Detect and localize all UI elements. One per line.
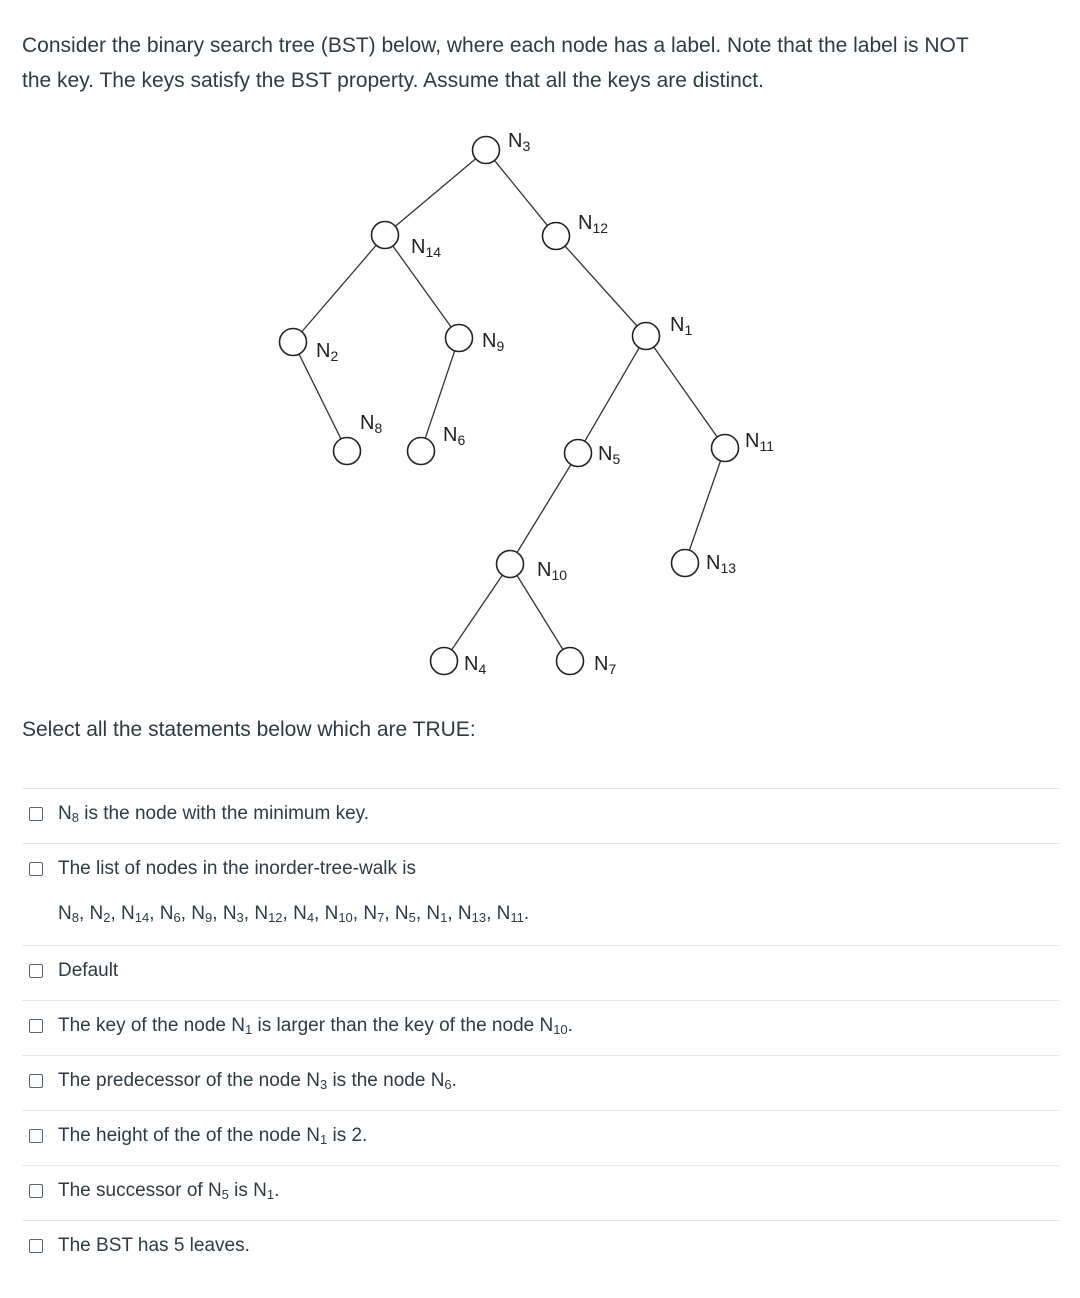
- answer-checkbox[interactable]: [29, 964, 43, 978]
- intro-line-1: Consider the binary search tree (BST) below, where each node has a label. Note that the label is NOT: [22, 34, 969, 57]
- answer-option[interactable]: [22, 946, 1059, 1001]
- answer-text: Default: [58, 960, 119, 981]
- tree-node-label-N4: $N_4$: [464, 653, 487, 677]
- answer-option[interactable]: [22, 789, 1059, 844]
- answer-checkbox[interactable]: [29, 1019, 43, 1033]
- tree-node-N4: [431, 648, 458, 675]
- answer-text: The successor of $N_5$ is $N_1$.: [58, 1180, 280, 1202]
- tree-node-N5: [565, 440, 592, 467]
- tree-node-label-N7: $N_7$: [594, 653, 617, 677]
- tree-node-label-N11: $N_{11}$: [745, 430, 774, 454]
- answer-text: The key of the node $N_1$ is larger than the key of the node $N_{10}$.: [58, 1015, 573, 1037]
- tree-edge: [299, 354, 341, 439]
- tree-node-N9: [446, 325, 473, 352]
- tree-node-N11: [712, 435, 739, 462]
- tree-node-label-N3: $N_3$: [508, 130, 531, 154]
- tree-edge: [495, 160, 548, 225]
- tree-edge: [585, 348, 639, 442]
- tree-node-label-N6: $N_6$: [443, 424, 466, 448]
- tree-edge: [517, 575, 563, 649]
- tree-node-label-N10: $N_{10}$: [537, 559, 568, 583]
- tree-edge: [565, 246, 637, 326]
- answer-checkbox[interactable]: [29, 1129, 43, 1143]
- tree-node-label-N8: $N_8$: [360, 412, 383, 436]
- tree-edge: [393, 246, 451, 327]
- tree-node-label-N14: $N_{14}$: [411, 236, 442, 260]
- question-prompt: Select all the statements below which are TRUE:: [22, 718, 476, 741]
- tree-node-N7: [557, 648, 584, 675]
- answer-option[interactable]: [22, 1056, 1059, 1111]
- answer-text-line2: $N_8$, $N_2$, $N_{14}$, $N_6$, $N_9$, $N_3$, $N_{12}$, $N_4$, $N_{10}$, $N_7$, $N_5$, $N_1$, $N_{13}$, $N_{11}$.: [58, 903, 530, 925]
- tree-node-N2: [280, 329, 307, 356]
- answer-option[interactable]: [22, 1001, 1059, 1056]
- answer-text: $N_8$ is the node with the minimum key.: [58, 803, 370, 825]
- answer-text: The predecessor of the node $N_3$ is the node $N_6$.: [58, 1070, 457, 1092]
- tree-node-N6: [408, 438, 435, 465]
- tree-node-N1: [633, 323, 660, 350]
- answer-checkbox[interactable]: [29, 862, 43, 876]
- tree-node-label-N12: $N_{12}$: [578, 212, 609, 236]
- tree-node-N8: [334, 438, 361, 465]
- answer-text: The height of the of the node $N_1$ is 2.: [58, 1125, 368, 1147]
- answer-list: [22, 788, 1059, 1275]
- answer-checkbox[interactable]: [29, 1239, 43, 1253]
- tree-node-label-N1: $N_1$: [670, 314, 693, 338]
- answer-checkbox[interactable]: [29, 807, 43, 821]
- tree-edge: [689, 461, 720, 550]
- tree-node-N10: [497, 551, 524, 578]
- answer-option[interactable]: [22, 1166, 1059, 1221]
- tree-node-N12: [543, 223, 570, 250]
- tree-node-label-N5: $N_5$: [598, 443, 621, 467]
- answer-checkbox[interactable]: [29, 1074, 43, 1088]
- answer-checkbox[interactable]: [29, 1184, 43, 1198]
- tree-edge: [395, 159, 475, 227]
- tree-node-label-N2: $N_2$: [316, 340, 339, 364]
- tree-edge: [654, 347, 717, 437]
- tree-node-N14: [372, 222, 399, 249]
- answer-option[interactable]: [22, 1111, 1059, 1166]
- answer-option[interactable]: [22, 1221, 1059, 1275]
- intro-line-2: the key. The keys satisfy the BST property. Assume that all the keys are distinct.: [22, 69, 764, 92]
- tree-node-N3: [473, 137, 500, 164]
- tree-edge: [452, 575, 503, 650]
- tree-edge: [517, 465, 571, 553]
- answer-text: The list of nodes in the inorder-tree-walk is: [58, 858, 416, 879]
- tree-node-label-N13: $N_{13}$: [706, 552, 737, 576]
- answer-option[interactable]: [22, 844, 1059, 946]
- answer-text: The BST has 5 leaves.: [58, 1235, 250, 1256]
- tree-node-N13: [672, 550, 699, 577]
- tree-edge: [302, 245, 376, 332]
- tree-node-label-N9: $N_9$: [482, 330, 505, 354]
